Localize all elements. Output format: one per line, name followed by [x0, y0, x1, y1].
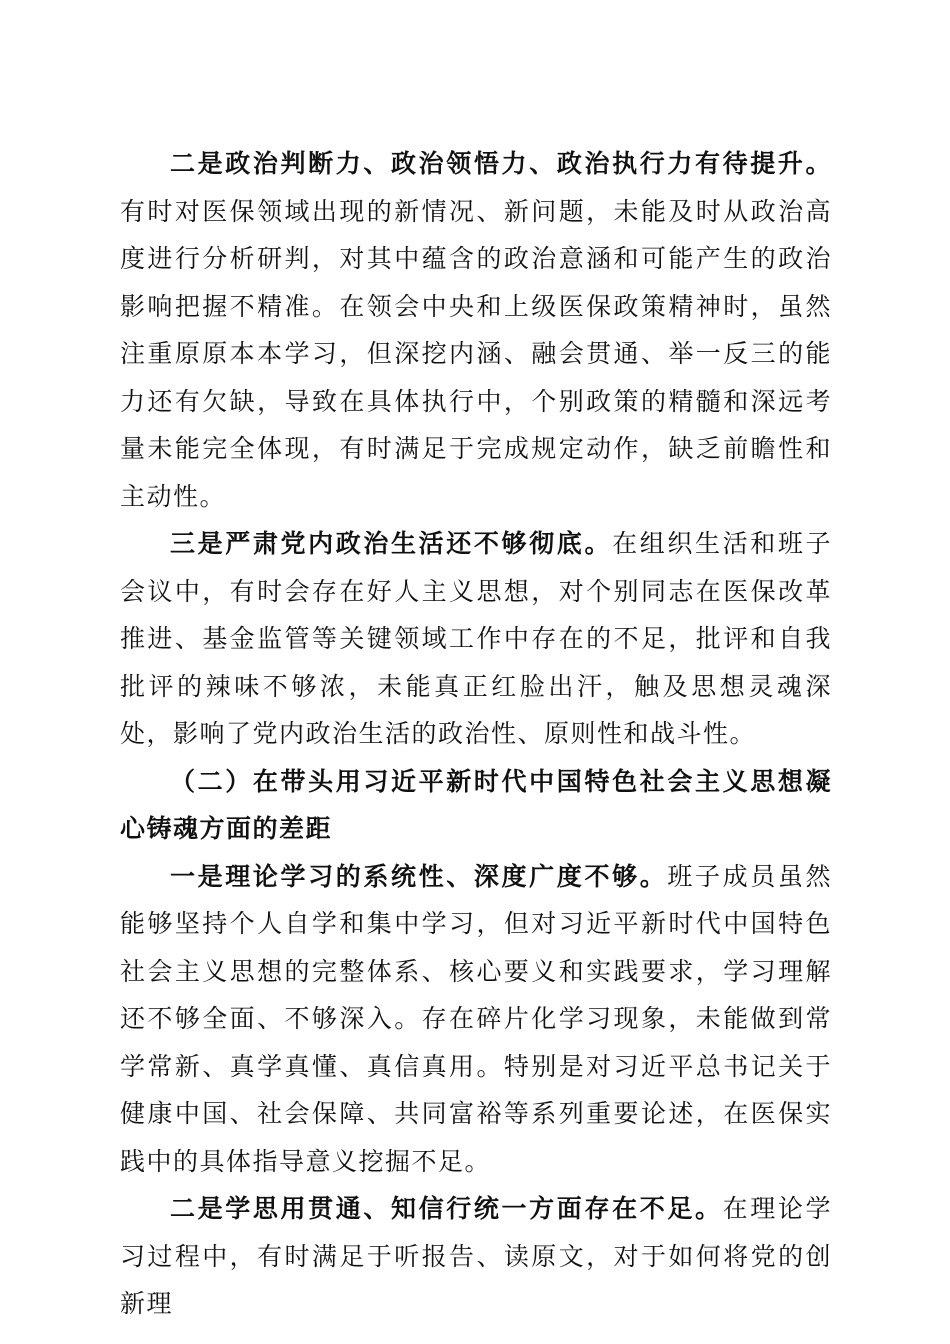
section-title: 在带头用习近平新时代中国特色社会主义思想凝心铸魂方面的差距: [120, 766, 832, 843]
paragraph-lead: 二是学思用贯通、知信行统一方面存在不足。: [170, 1194, 723, 1223]
paragraph-text: 有时对医保领域出现的新情况、新问题，未能及时从政治高度进行分析研判，对其中蕴含的政治意涵和可能产生的政治影响把握不精准。在领会中央和上级医保政策精神时，虽然注重原原本本学习，但深挖内涵、融会贯通、举一反三的能力还有欠缺，导致在具体执行中，个别政策的精髓和深远考量未能完全体现，有时满足于完成规定动作，缺乏前瞻性和主动性。: [120, 196, 832, 511]
paragraph-text: 班子成员虽然能够坚持个人自学和集中学习，但对习近平新时代中国特色社会主义思想的完整体系、核心要义和实践要求，学习理解还不够全面、不够深入。存在碎片化学习现象，未能做到常学常新、真学真懂、真信真用。特别是对习近平总书记关于健康中国、社会保障、共同富裕等系列重要论述，在医保实践中的具体指导意义挖掘不足。: [120, 861, 832, 1176]
paragraph-lead: 三是严肃党内政治生活还不够彻底。: [170, 529, 613, 558]
paragraph-lead: 一是理论学习的系统性、深度广度不够。: [170, 861, 668, 891]
paragraph-lead: 二是政治判断力、政治领悟力、政治执行力有待提升。: [170, 149, 832, 178]
paragraph-text: 在组织生活和班子会议中，有时会存在好人主义思想，对个别同志在医保改革推进、基金监管等关键领域工作中存在的不足，批评和自我批评的辣味不够浓，未能真正红脸出汗，触及思想灵魂深处，影响了党内政治生活的政治性、原则性和战斗性。: [120, 529, 832, 748]
paragraph-party-life: [120, 520, 832, 758]
paragraph-political-judgment: [120, 140, 832, 520]
section-index: （二）: [170, 766, 253, 796]
section-heading: [120, 758, 832, 853]
document-body: [120, 140, 832, 1328]
paragraph-theory-study: [120, 853, 832, 1186]
paragraph-text: 在理论学习过程中，有时满足于听报告、读原文，对于如何将党的创新理: [120, 1194, 832, 1318]
paragraph-study-practice: [120, 1185, 832, 1328]
